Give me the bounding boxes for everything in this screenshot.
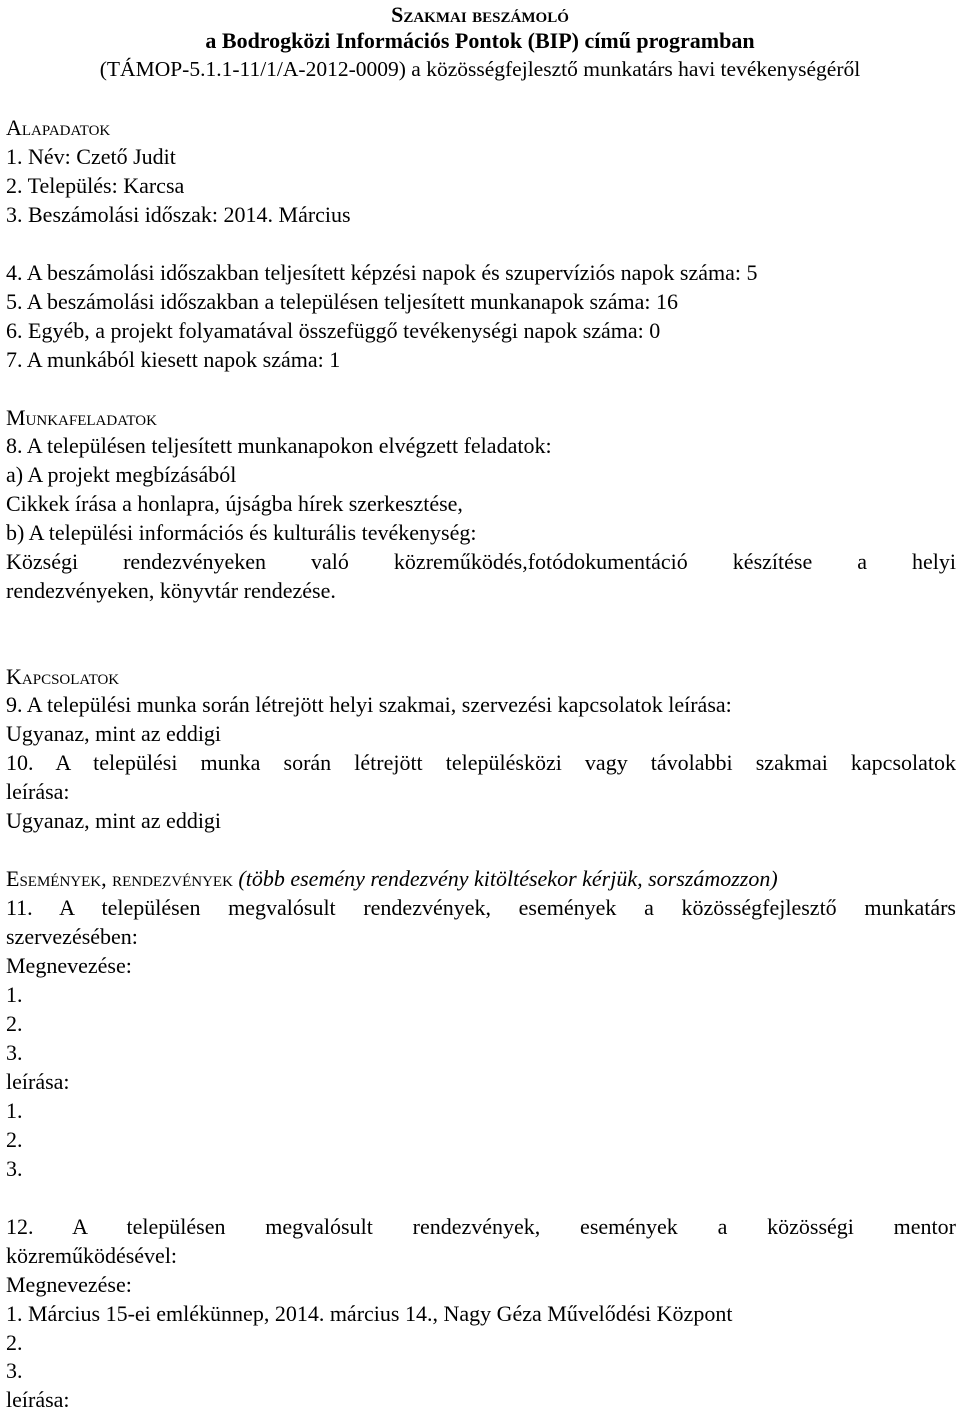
field-item-12-line1: 12. A településen megvalósult rendezvények, események a közösségi mentor [6,1214,956,1239]
leirasa-item-2: 2. [6,1127,23,1152]
leirasa-item-1: 1. [6,1098,23,1123]
megnevezese12-item-3: 3. [6,1358,23,1383]
field-item-12-line2: közreműködésével: [6,1243,178,1268]
task-b-text-line2: rendezvényeken, könyvtár rendezése. [6,578,336,603]
section-heading-kapcsolatok: Kapcsolatok [6,664,120,689]
leirasa12-label: leírása: [6,1387,70,1412]
field-item-10-answer: Ugyanaz, mint az eddigi [6,808,222,833]
field-nev: 1. Név: Czető Judit [6,144,176,169]
section-heading-munkafeladatok: Munkafeladatok [6,405,157,430]
megnevezese-label: Megnevezése: [6,953,132,978]
section-heading-alapadatok: Alapadatok [6,115,111,140]
megnevezese12-item-2: 2. [6,1330,23,1355]
field-idoszak: 3. Beszámolási időszak: 2014. Március [6,202,351,227]
esemenyek-heading-note: (több esemény rendezvény kitöltésekor kérjük, sorszámozzon) [238,866,778,891]
leirasa-item-3: 3. [6,1156,23,1181]
esemenyek-heading-text: Események, rendezvények [6,866,233,891]
megnevezese-item-2: 2. [6,1011,23,1036]
field-item-8: 8. A településen teljesített munkanapokon elvégzett feladatok: [6,433,552,458]
field-item-9: 9. A települési munka során létrejött helyi szakmai, szervezési kapcsolatok leírása: [6,692,732,717]
megnevezese-item-3: 3. [6,1040,23,1065]
field-telepules: 2. Település: Karcsa [6,173,185,198]
field-item-6: 6. Egyéb, a projekt folyamatával összefüggő tevékenységi napok száma: 0 [6,318,661,343]
program-line: a Bodrogközi Információs Pontok (BIP) című programban [205,28,755,53]
leirasa-label: leírása: [6,1069,70,1094]
field-item-10-line2: leírása: [6,779,70,804]
megnevezese12-item-1: 1. Március 15-ei emlékünnep, 2014. március 14., Nagy Géza Művelődési Központ [6,1301,733,1326]
field-item-11-line2: szervezésében: [6,924,138,949]
field-item-5: 5. A beszámolási időszakban a településen teljesített munkanapok száma: 16 [6,289,679,314]
field-item-7: 7. A munkából kiesett napok száma: 1 [6,347,341,372]
task-a-label: a) A projekt megbízásából [6,462,237,487]
task-b-text-line1: Községi rendezvényeken való közreműködés,fotódokumentáció készítése a helyi [6,549,956,574]
megnevezese-item-1: 1. [6,982,23,1007]
report-title: Szakmai beszámoló [391,2,569,27]
section-heading-esemenyek [6,864,956,893]
field-item-9-answer: Ugyanaz, mint az eddigi [6,721,222,746]
field-item-4: 4. A beszámolási időszakban teljesített képzési napok és szupervíziós napok száma: 5 [6,260,758,285]
task-b-label: b) A települési információs és kulturális tevékenység: [6,520,477,545]
megnevezese12-label: Megnevezése: [6,1272,132,1297]
project-code-line: (TÁMOP-5.1.1-11/1/A-2012-0009) a közösségfejlesztő munkatárs havi tevékenységéről [99,57,861,81]
field-item-10-line1: 10. A települési munka során létrejött településközi vagy távolabbi szakmai kapcsolatok [6,750,956,775]
task-a-text: Cikkek írása a honlapra, újságba hírek szerkesztése, [6,491,463,516]
field-item-11-line1: 11. A településen megvalósult rendezvények, események a közösségfejlesztő munkatárs [6,895,956,920]
